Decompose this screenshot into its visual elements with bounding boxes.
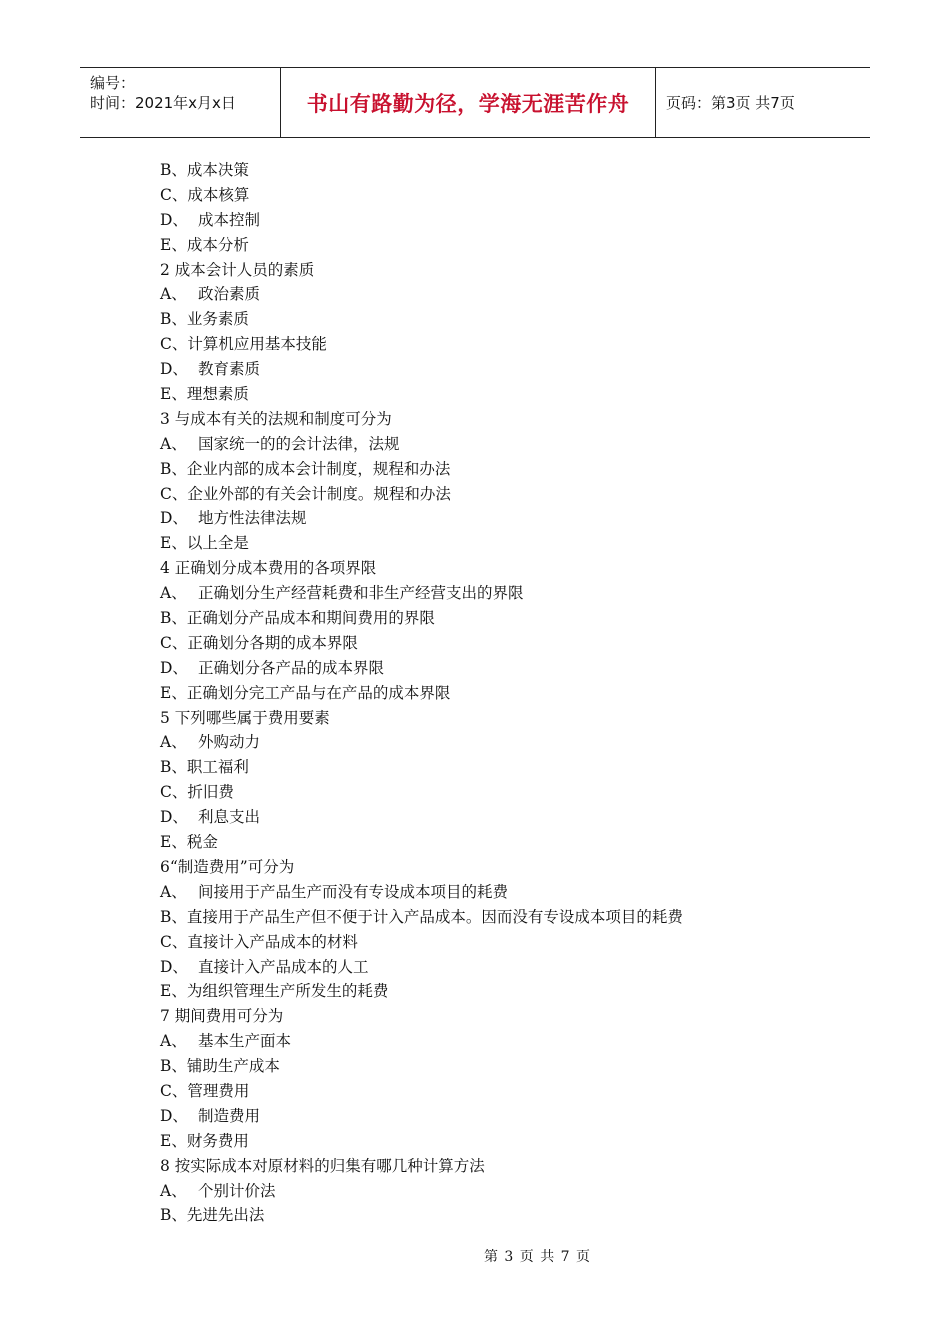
answer-option	[160, 158, 860, 183]
option-text: 业务素质	[186, 310, 249, 329]
option-letter: C、	[160, 484, 188, 503]
option-text: 管理费用	[187, 1081, 250, 1100]
option-text: 正确划分产品成本和期间费用的界限	[186, 609, 435, 628]
question-heading: 7 期间费用可分为	[160, 1007, 284, 1026]
header-time: 时间：2021年x月x日	[90, 94, 236, 112]
answer-option	[160, 631, 860, 656]
answer-option	[160, 1129, 860, 1154]
option-text: 先进先出法	[186, 1206, 265, 1225]
option-letter: C、	[160, 335, 188, 354]
option-text: 利息支出	[198, 808, 261, 827]
option-text: 外购动力	[198, 733, 261, 752]
answer-option	[160, 681, 860, 706]
header-motto: 书山有路勤为径，学海无涯苦作舟	[306, 91, 630, 116]
option-letter: E、	[160, 385, 187, 404]
option-text: 成本核算	[187, 185, 250, 204]
answer-option	[160, 905, 860, 930]
answer-option	[160, 1179, 860, 1204]
answer-option	[160, 955, 860, 980]
header-motto-cell	[280, 68, 656, 137]
option-letter: B、	[160, 161, 187, 179]
option-text: 为组织管理生产所发生的耗费	[186, 982, 389, 1001]
option-letter: C、	[160, 932, 188, 951]
option-letter: E、	[160, 982, 187, 1001]
option-letter: D、	[160, 658, 188, 677]
option-letter: E、	[160, 1131, 187, 1150]
option-letter: B、	[160, 758, 187, 777]
option-text: 铺助生产成本	[186, 1057, 280, 1076]
option-text: 政治素质	[198, 285, 261, 304]
option-letter: B、	[160, 609, 187, 628]
option-letter: D、	[160, 210, 188, 229]
option-text: 税金	[186, 833, 218, 852]
answer-option	[160, 830, 860, 855]
option-text: 正确划分生产经营耗费和非生产经营支出的界限	[198, 584, 524, 603]
option-letter: A、	[160, 1032, 187, 1051]
option-letter: B、	[160, 1057, 187, 1076]
option-letter: A、	[160, 733, 187, 752]
answer-option	[160, 432, 860, 457]
answer-option	[160, 307, 860, 332]
page-header	[80, 67, 870, 138]
option-text: 企业外部的有关会计制度。规程和办法	[187, 484, 451, 503]
answer-option	[160, 930, 860, 955]
option-letter: A、	[160, 1181, 187, 1200]
option-text: 职工福利	[186, 758, 249, 777]
footer-page-number: 第 3 页 共 7 页	[483, 1249, 592, 1265]
answer-option	[160, 457, 860, 482]
option-text: 基本生产面本	[198, 1032, 292, 1051]
answer-option	[160, 1054, 860, 1079]
option-text: 以上全是	[186, 534, 249, 553]
option-letter: C、	[160, 633, 188, 652]
option-text: 地方性法律法规	[198, 509, 307, 528]
question-heading: 2 成本会计人员的素质	[160, 260, 315, 279]
document-body	[160, 158, 860, 1228]
option-letter: B、	[160, 310, 187, 329]
option-letter: B、	[160, 1206, 187, 1225]
question-heading: 5 下列哪些属于费用要素	[160, 708, 330, 727]
option-text: 财务费用	[186, 1131, 249, 1150]
option-letter: D、	[160, 808, 188, 827]
answer-option	[160, 1203, 860, 1228]
answer-option	[160, 233, 860, 258]
answer-option	[160, 282, 860, 307]
answer-option	[160, 606, 860, 631]
answer-option	[160, 482, 860, 507]
option-letter: E、	[160, 683, 187, 702]
option-text: 正确划分各产品的成本界限	[198, 658, 385, 677]
option-text: 直接计入产品成本的材料	[187, 932, 358, 951]
answer-option	[160, 382, 860, 407]
option-letter: E、	[160, 534, 187, 553]
option-letter: C、	[160, 185, 188, 204]
question-heading: 4 正确划分成本费用的各项界限	[160, 559, 377, 578]
answer-option	[160, 531, 860, 556]
answer-option	[160, 357, 860, 382]
answer-option	[160, 730, 860, 755]
option-letter: D、	[160, 1106, 188, 1125]
option-letter: C、	[160, 783, 188, 802]
option-letter: D、	[160, 509, 188, 528]
option-text: 教育素质	[198, 360, 261, 379]
option-letter: C、	[160, 1081, 188, 1100]
option-letter: D、	[160, 360, 188, 379]
option-letter: A、	[160, 882, 187, 901]
answer-option	[160, 208, 860, 233]
header-page-info: 页码：第3页 共7页	[666, 94, 795, 112]
option-text: 成本决策	[186, 161, 249, 179]
header-number: 编号：	[90, 74, 136, 92]
answer-option	[160, 183, 860, 208]
option-letter: A、	[160, 285, 187, 304]
option-text: 间接用于产品生产而没有专设成本项目的耗费	[198, 882, 509, 901]
question-heading: 3 与成本有关的法规和制度可分为	[160, 409, 392, 428]
option-text: 直接计入产品成本的人工	[198, 957, 369, 976]
option-text: 国家统一的的会计法律，法规	[198, 434, 400, 453]
answer-option	[160, 805, 860, 830]
option-text: 直接用于产品生产但不便于计入产品成本。因而没有专设成本项目的耗费	[186, 907, 683, 926]
answer-option	[160, 506, 860, 531]
answer-option	[160, 755, 860, 780]
option-text: 成本分析	[186, 235, 249, 254]
option-text: 成本控制	[198, 210, 261, 229]
option-text: 折旧费	[187, 783, 234, 802]
question-heading: 8 按实际成本对原材料的归集有哪几种计算方法	[160, 1156, 485, 1175]
option-text: 理想素质	[186, 385, 249, 404]
option-text: 企业内部的成本会计制度，规程和办法	[186, 459, 451, 478]
option-text: 正确划分各期的成本界限	[187, 633, 358, 652]
option-text: 制造费用	[198, 1106, 261, 1125]
option-text: 个别计价法	[198, 1181, 276, 1200]
answer-option	[160, 581, 860, 606]
option-letter: A、	[160, 584, 187, 603]
answer-option	[160, 780, 860, 805]
answer-option	[160, 1029, 860, 1054]
page-footer	[0, 1246, 950, 1266]
answer-option	[160, 1079, 860, 1104]
option-letter: A、	[160, 434, 187, 453]
header-meta	[80, 68, 280, 137]
option-letter: D、	[160, 957, 188, 976]
answer-option	[160, 656, 860, 681]
option-letter: E、	[160, 235, 187, 254]
option-text: 正确划分完工产品与在产品的成本界限	[186, 683, 451, 702]
option-letter: E、	[160, 833, 187, 852]
option-letter: B、	[160, 907, 187, 926]
option-letter: B、	[160, 459, 187, 478]
answer-option	[160, 1104, 860, 1129]
answer-option	[160, 332, 860, 357]
question-heading: 6“制造费用”可分为	[160, 857, 295, 876]
option-text: 计算机应用基本技能	[187, 335, 327, 354]
answer-option	[160, 880, 860, 905]
answer-option	[160, 979, 860, 1004]
